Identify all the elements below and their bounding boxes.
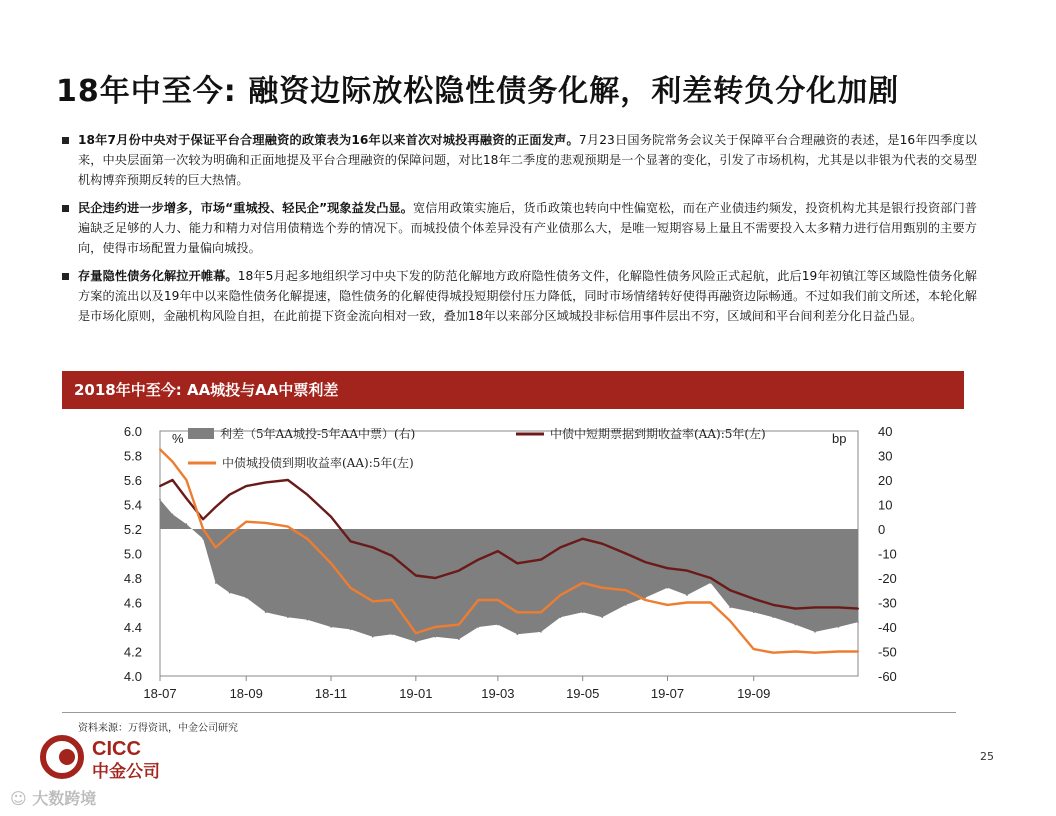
bullet-heading: 18年7月份中央对于保证平台合理融资的政策表为16年以来首次对城投再融资的正面发声。 [78, 133, 579, 147]
watermark [10, 786, 96, 809]
left-axis-tick-label: 5.0 [123, 546, 142, 562]
chengtou-yield-point [185, 479, 187, 481]
source-note: 资料来源：万得资讯，中金公司研究 [78, 723, 238, 734]
mtn-yield-point [814, 606, 816, 608]
mtn-yield-point [625, 553, 627, 555]
spread-point [186, 523, 188, 525]
right-axis-tick-label: 30 [878, 448, 893, 464]
spread-point [753, 612, 755, 614]
right-axis-tick-label: -40 [878, 620, 897, 635]
chengtou-yield-point [710, 602, 712, 604]
legend-label-mtn: 中债中短期票据到期收益率(AA):5年(左) [550, 427, 766, 441]
x-axis-tick-label: 19-05 [566, 686, 600, 701]
mtn-yield-point [540, 559, 542, 561]
logo-text-cn: 中金公司 [92, 762, 160, 782]
bullet-list [62, 130, 977, 334]
spread-point [601, 616, 603, 618]
spread-point [625, 604, 627, 606]
chengtou-yield-point [229, 534, 231, 536]
right-axis-unit: bp [832, 431, 847, 446]
mtn-yield-point [372, 546, 374, 548]
mtn-yield-point [838, 606, 840, 608]
chengtou-yield-point [458, 624, 460, 626]
mtn-yield-point [330, 516, 332, 518]
mtn-yield-point [306, 494, 308, 496]
mtn-yield-point [287, 479, 289, 481]
spread-point [582, 612, 584, 614]
mtn-yield-point [667, 567, 669, 569]
right-axis-tick-label: 40 [878, 424, 893, 439]
legend-label-chengtou: 中债城投债到期收益率(AA):5年(左) [222, 456, 414, 470]
bullet-item [62, 198, 977, 258]
mtn-yield-point [458, 570, 460, 572]
spread-point [202, 538, 204, 540]
mtn-yield-point [185, 497, 187, 499]
spread-point [265, 612, 267, 614]
bullet-heading: 存量隐性债务化解拉开帷幕。 [78, 269, 238, 283]
left-axis-tick-label: 5.8 [123, 448, 142, 464]
x-axis-tick-label: 18-09 [229, 686, 263, 701]
spread-point [391, 634, 393, 636]
chengtou-yield-point [245, 521, 247, 523]
left-axis-tick-label: 4.8 [123, 571, 142, 586]
legend-swatch-spread [188, 428, 214, 439]
left-axis-tick-label: 4.6 [123, 595, 142, 611]
spread-area [160, 500, 858, 642]
right-axis-tick-label: 20 [878, 473, 893, 488]
spread-point [667, 587, 669, 589]
x-axis-tick-label: 19-03 [481, 686, 515, 701]
chengtou-yield-point [814, 652, 816, 654]
logo-text-en: CICC [92, 738, 141, 760]
chengtou-yield-point [330, 562, 332, 564]
page-title: 18年中至今: 融资边际放松隐性债务化解，利差转负分化加剧 [56, 74, 900, 109]
mtn-yield-point [601, 543, 603, 545]
spread-point [857, 621, 859, 623]
left-axis-tick-label: 5.6 [123, 473, 142, 488]
mtn-yield-point [857, 608, 859, 610]
chengtou-yield-point [215, 546, 217, 548]
mtn-yield-point [245, 485, 247, 487]
right-axis-tick-label: -50 [878, 644, 897, 660]
spread-point [814, 631, 816, 633]
chengtou-yield-point [202, 528, 204, 530]
spread-point [287, 616, 289, 618]
bullet-text: 18年5月起多地组织学习中央下发的防范化解地方政府隐性债务文件，化解隐性债务风险正式起航，此后19年初镇江等区域隐性债务化解方案的流出以及19年中以来隐性债务化解提速，隐性债务的化解使得城投短期偿付压力降低，同时市场情绪转好使得再融资边际畅通。不过如我们前文所述，本轮化解是市场化原则，金融机构风险自担，在此前提下资金流向相对一致，叠加18年以来部分区域城投非标信用事件层出不穷，区域间和平台间利差分化日益凸显。 [78, 269, 977, 323]
mtn-yield-point [497, 550, 499, 552]
spread-point [159, 499, 161, 501]
chengtou-yield-point [559, 594, 561, 596]
mtn-yield-point [172, 479, 174, 481]
mtn-yield-point [350, 540, 352, 542]
spread-point [838, 626, 840, 628]
mtn-yield-point [391, 555, 393, 557]
cicc-logo [40, 733, 210, 787]
page-number: 25 [980, 750, 994, 763]
mtn-yield-point [516, 562, 518, 564]
chengtou-yield-point [306, 538, 308, 540]
left-axis-tick-label: 4.4 [123, 620, 142, 635]
chengtou-yield-point [644, 599, 646, 601]
bullet-text: 宽信用政策实施后，货币政策也转向中性偏宽松，而在产业债违约频发，投资机构尤其是银行投资部门普遍缺乏足够的人力、能力和精力对信用债精选个券的情况下。而城投债个体差异没有产业债那么大，是唯一短期容易上量且不需要投入太多精力进行信用甄别的主要方向，使得市场配置力量偏向城投。 [78, 201, 977, 255]
right-axis-tick-label: -30 [878, 595, 897, 611]
x-axis-tick-label: 19-09 [737, 686, 771, 701]
spread-point [245, 597, 247, 599]
chengtou-yield-point [415, 632, 417, 634]
bullet-heading: 民企违约进一步增多，市场“重城投、轻民企”现象益发凸显。 [78, 201, 413, 215]
mtn-yield-point [710, 577, 712, 579]
mtn-yield-point [434, 577, 436, 579]
chengtou-yield-point [729, 620, 731, 622]
x-axis-tick-label: 19-01 [399, 686, 433, 701]
spread-point [435, 636, 437, 638]
chengtou-yield-point [794, 651, 796, 653]
chengtou-yield-point [434, 626, 436, 628]
spread-point [560, 616, 562, 618]
legend-label-spread: 利差（5年AA城投-5年AA中票）(右) [220, 427, 416, 441]
spread-point [458, 639, 460, 641]
square-bullet-icon [62, 137, 69, 144]
mtn-yield-point [772, 604, 774, 606]
spread-point [540, 631, 542, 633]
spread-point [645, 597, 647, 599]
chengtou-yield-point [667, 604, 669, 606]
bullet-text: 7月23日国务院常务会议关于保障平台合理融资的表述，是16年四季度以来，中央层面第一次较为明确和正面地提及平台合理融资的保障问题，对比18年二季度的悲观预期是一个显著的变化，引发了市场机构，尤其是以非银为代表的交易型机构博弈预期反转的巨大热情。 [78, 133, 977, 187]
mtn-yield-point [265, 481, 267, 483]
spread-point [795, 624, 797, 626]
watermark-text: 大数跨境 [32, 789, 97, 808]
chengtou-yield-point [159, 448, 161, 450]
left-axis-tick-label: 4.2 [123, 644, 142, 660]
spread-point [215, 582, 217, 584]
left-axis-tick-label: 5.2 [123, 522, 142, 537]
spread-point [307, 619, 309, 621]
chart-container [62, 409, 964, 711]
bullet-item [62, 130, 977, 190]
mtn-yield-point [202, 518, 204, 520]
spread-point [330, 626, 332, 628]
mtn-yield-point [686, 570, 688, 572]
spread-point [497, 624, 499, 626]
right-axis-tick-label: -60 [878, 669, 897, 684]
mtn-yield-point [415, 575, 417, 577]
chengtou-yield-point [838, 651, 840, 653]
chengtou-yield-point [172, 461, 174, 463]
spread-point [478, 626, 480, 628]
mtn-yield-point [644, 561, 646, 563]
chart-svg [62, 409, 964, 711]
square-bullet-icon [62, 273, 69, 280]
chengtou-yield-point [391, 599, 393, 601]
chengtou-yield-point [497, 599, 499, 601]
chengtou-yield-point [350, 587, 352, 589]
mtn-yield-point [559, 546, 561, 548]
chengtou-yield-point [516, 611, 518, 613]
left-axis-unit: % [172, 431, 184, 446]
mtn-yield-point [477, 559, 479, 561]
spread-point [729, 607, 731, 609]
spread-point [350, 629, 352, 631]
chengtou-yield-point [582, 582, 584, 584]
spread-point [415, 641, 417, 643]
chengtou-yield-point [372, 600, 374, 602]
spread-point [229, 592, 231, 594]
mtn-yield-point [582, 538, 584, 540]
left-axis-tick-label: 4.0 [123, 669, 142, 684]
mtn-yield-point [215, 506, 217, 508]
chengtou-yield-point [477, 599, 479, 601]
spread-point [172, 514, 174, 516]
bullet-item [62, 266, 977, 326]
left-axis-tick-label: 6.0 [123, 424, 142, 439]
mtn-yield-point [794, 608, 796, 610]
chengtou-yield-point [625, 589, 627, 591]
chengtou-yield-point [540, 611, 542, 613]
chengtou-yield-point [753, 648, 755, 650]
x-axis-tick-label: 18-07 [143, 686, 177, 701]
spread-point [517, 634, 519, 636]
logo-dot-icon [59, 749, 75, 765]
mtn-yield-point [229, 494, 231, 496]
source-divider [62, 712, 956, 713]
right-axis-tick-label: -10 [878, 546, 897, 562]
chengtou-yield-point [265, 522, 267, 524]
chengtou-yield-point [287, 526, 289, 528]
mtn-yield-point [159, 485, 161, 487]
spread-point [772, 616, 774, 618]
mtn-yield-point [753, 598, 755, 600]
chengtou-yield-point [772, 652, 774, 654]
x-axis-tick-label: 18-11 [314, 686, 348, 701]
chengtou-yield-point [686, 602, 688, 604]
square-bullet-icon [62, 205, 69, 212]
watermark-logo-icon: ☺ [10, 789, 33, 808]
right-axis-tick-label: 0 [878, 522, 886, 537]
spread-point [686, 594, 688, 596]
right-axis-tick-label: 10 [878, 497, 893, 513]
chart-title-banner: 2018年中至今: AA城投与AA中票利差 [62, 371, 964, 409]
left-axis-tick-label: 5.4 [123, 497, 142, 513]
chengtou-yield-point [601, 587, 603, 589]
right-axis-tick-label: -20 [878, 571, 897, 586]
x-axis-tick-label: 19-07 [650, 686, 685, 701]
mtn-yield-point [729, 589, 731, 591]
spread-point [372, 636, 374, 638]
chengtou-yield-point [857, 651, 859, 653]
spread-point [710, 582, 712, 584]
